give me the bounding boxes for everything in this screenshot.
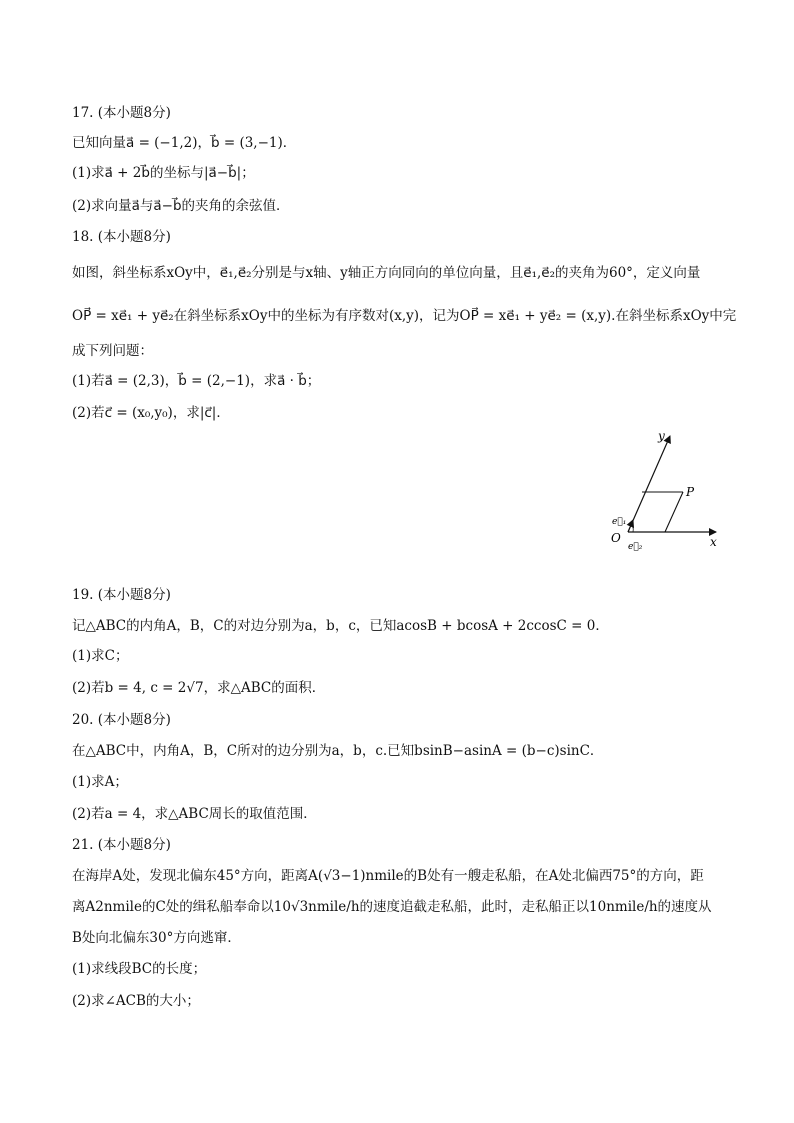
label-p: P (686, 485, 695, 499)
problem-19-part-2: (2)若b = 4, c = 2√7，求△ABC的面积． (72, 680, 326, 696)
label-e1: e⃗₁ (612, 517, 627, 527)
problem-20-stem: 在△ABC中，内角A，B，C所对的边分别为a，b，c.已知bsinB−asinA = (b−c)sinC． (72, 743, 604, 759)
problem-18-header: 18. (本小题8分) (72, 229, 171, 245)
problem-19-header: 19. (本小题8分) (72, 587, 171, 603)
problem-18-part-1: (1)若a⃗ = (2,3)，b⃗ = (2,−1)，求a⃗ · b⃗； (72, 373, 321, 389)
label-e2: e⃗₂ (628, 542, 643, 552)
problem-17-part-1: (1)求a⃗ + 2b⃗的坐标与|a⃗−b⃗|； (72, 165, 255, 181)
problem-21-stem-line-3: B处向北偏东30°方向逃窜． (72, 930, 241, 946)
problem-17-header: 17. (本小题8分) (72, 105, 171, 121)
problem-19-part-1: (1)求C； (72, 648, 129, 664)
label-y: y (658, 429, 665, 443)
problem-20-part-2: (2)若a = 4，求△ABC周长的取值范围． (72, 806, 317, 822)
problem-19-stem: 记△ABC的内角A，B，C的对边分别为a，b，c，已知acosB + bcosA + 2ccosC = 0． (72, 618, 609, 634)
problem-18-stem-line-3: 成下列问题： (72, 343, 153, 359)
y-axis (628, 436, 670, 532)
label-x: x (710, 535, 717, 549)
problem-18-part-2: (2)若c⃗ = (x₀,y₀)，求|c⃗|． (72, 405, 230, 421)
problem-20-header: 20. (本小题8分) (72, 712, 171, 728)
problem-21-stem-line-1: 在海岸A处，发现北偏东45°方向，距离A(√3−1)nmile的B处有一艘走私船，在A处北偏西75°的方向，距 (72, 868, 704, 884)
problem-18-stem-line-2: OP⃗ = xe⃗₁ + ye⃗₂在斜坐标系xOy中的坐标为有序数对(x,y)，记为OP⃗ = xe⃗₁ + ye⃗₂ = (x,y).在斜坐标系xOy中完 (72, 308, 737, 324)
problem-17-stem: 已知向量a⃗ = (−1,2)，b⃗ = (3,−1)． (72, 135, 297, 151)
parallel-to-y (665, 492, 683, 532)
problem-18-stem-line-1: 如图，斜坐标系xOy中，e⃗₁,e⃗₂分别是与x轴、y轴正方向同向的单位向量，且e⃗₁,e⃗₂的夹角为60°，定义向量 (72, 265, 701, 281)
problem-21-part-2: (2)求∠ACB的大小； (72, 993, 200, 1009)
oblique-coordinate-figure (600, 428, 730, 556)
label-o: O (611, 531, 621, 545)
problem-21-stem-line-2: 离A2nmile的C处的缉私船奉命以10√3nmile/h的速度追截走私船，此时，走私船正以10nmile/h的速度从 (72, 899, 712, 915)
problem-20-part-1: (1)求A； (72, 774, 128, 790)
problem-21-part-1: (1)求线段BC的长度； (72, 961, 207, 977)
problem-21-header: 21. (本小题8分) (72, 837, 171, 853)
problem-17-part-2: (2)求向量a⃗与a⃗−b⃗的夹角的余弦值． (72, 198, 290, 214)
